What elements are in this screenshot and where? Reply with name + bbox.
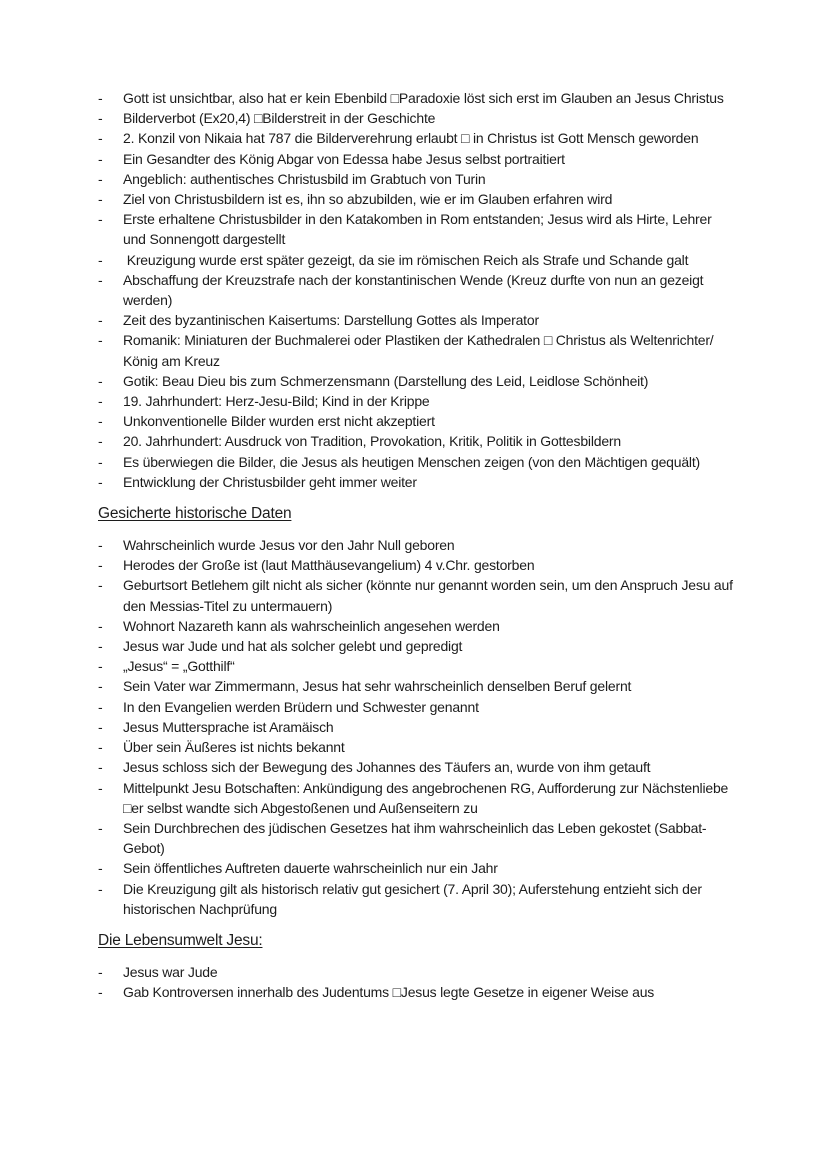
list-item: [98, 737, 735, 757]
list-item: [98, 575, 735, 615]
list-item-text: 2. Konzil von Nikaia hat 787 die Bilderverehrung erlaubt □ in Christus ist Gott Mensch geworden: [123, 130, 699, 147]
list-item-text: Zeit des byzantinischen Kaisertums: Darstellung Gottes als Imperator: [123, 312, 539, 329]
list-item: [98, 555, 735, 575]
list-item-text: Geburtsort Betlehem gilt nicht als sicher (könnte nur genannt worden sein, um den Anspruch Jesu auf den Messias-Titel zu untermauern): [123, 577, 737, 614]
list-item: [98, 636, 735, 656]
list-item-text: Wahrscheinlich wurde Jesus vor den Jahr Null geboren: [123, 537, 455, 554]
list-item: [98, 310, 735, 330]
list-item: [98, 128, 735, 148]
bullet-dash: -: [98, 393, 103, 410]
list-item: [98, 88, 735, 108]
bullet-dash: -: [98, 271, 103, 288]
list-item: [98, 209, 735, 249]
list-item-text: Entwicklung der Christusbilder geht immer weiter: [123, 473, 417, 490]
list-item-text: Kreuzigung wurde erst später gezeigt, da sie im römischen Reich als Strafe und Schande galt: [123, 251, 689, 268]
list-item: [98, 676, 735, 696]
list-item: [98, 270, 735, 310]
list-item: [98, 169, 735, 189]
bullet-dash: -: [98, 638, 103, 655]
list-item: [98, 431, 735, 451]
list-item: [98, 962, 735, 982]
lebensumwelt-list: [98, 962, 735, 1002]
list-item-text: Gotik: Beau Dieu bis zum Schmerzensmann (Darstellung des Leid, Leidlose Schönheit): [123, 372, 649, 389]
list-item-text: Jesus schloss sich der Bewegung des Johannes des Täufers an, wurde von ihm getauft: [123, 759, 651, 776]
list-item-text: Jesus war Jude und hat als solcher gelebt und gepredigt: [123, 638, 463, 655]
list-item-text: Wohnort Nazareth kann als wahrscheinlich angesehen werden: [123, 617, 500, 634]
list-item-text: Es überwiegen die Bilder, die Jesus als heutigen Menschen zeigen (von den Mächtigen gequält): [123, 453, 700, 470]
list-item: [98, 879, 735, 919]
bullet-dash: -: [98, 211, 103, 228]
bullet-dash: -: [98, 130, 103, 147]
list-item-text: Über sein Äußeres ist nichts bekannt: [123, 739, 345, 756]
bullet-dash: -: [98, 110, 103, 127]
bullet-dash: -: [98, 413, 103, 430]
heading-gesicherte-historische-daten: Gesicherte historische Daten: [98, 505, 292, 523]
bullet-dash: -: [98, 433, 103, 450]
list-item: [98, 149, 735, 169]
heading-die-lebensumwelt-jesu: Die Lebensumwelt Jesu:: [98, 931, 263, 949]
bullet-dash: -: [98, 860, 103, 877]
list-item: [98, 189, 735, 209]
list-item-text: Herodes der Große ist (laut Matthäusevangelium) 4 v.Chr. gestorben: [123, 557, 535, 574]
list-item: [98, 778, 735, 818]
list-item-text: 20. Jahrhundert: Ausdruck von Tradition, Provokation, Kritik, Politik in Gottesbildern: [123, 433, 621, 450]
bullet-dash: -: [98, 819, 103, 836]
bullet-dash: -: [98, 332, 103, 349]
bullet-dash: -: [98, 473, 103, 490]
historische-daten-list: [98, 535, 735, 919]
bullet-dash: -: [98, 90, 103, 106]
list-item: [98, 717, 735, 737]
bullet-dash: -: [98, 191, 103, 208]
list-item-text: Erste erhaltene Christusbilder in den Katakomben in Rom entstanden; Jesus wird als Hirte, Lehrer und Sonnengott dargestellt: [123, 211, 716, 248]
christusbilder-list: [98, 88, 735, 492]
list-item: [98, 858, 735, 878]
list-item-text: In den Evangelien werden Brüdern und Schwester genannt: [123, 698, 479, 715]
list-item: [98, 371, 735, 391]
list-item-text: Sein Durchbrechen des jüdischen Gesetzes hat ihm wahrscheinlich das Leben gekostet (Sabbat-Gebot): [123, 819, 707, 857]
bullet-dash: -: [98, 453, 103, 470]
list-item: [98, 452, 735, 472]
list-item-text: Gott ist unsichtbar, also hat er kein Ebenbild □Paradoxie löst sich erst im Glauben an Jesus Christus: [123, 90, 724, 106]
list-item: [98, 697, 735, 717]
list-item: [98, 108, 735, 128]
list-item: [98, 656, 735, 676]
bullet-dash: -: [98, 779, 103, 796]
bullet-dash: -: [98, 678, 103, 695]
bullet-dash: -: [98, 698, 103, 715]
list-item-text: „Jesus“ = „Gotthilf“: [123, 658, 235, 675]
list-item: [98, 250, 735, 270]
bullet-dash: -: [98, 577, 103, 594]
bullet-dash: -: [98, 718, 103, 735]
list-item-text: Mittelpunkt Jesu Botschaften: Ankündigung des angebrochenen RG, Aufforderung zur Nächstenliebe □er selbst wandte sich Abgestoßenen und Außenseitern zu: [123, 779, 732, 816]
list-item-text: Unkonventionelle Bilder wurden erst nicht akzeptiert: [123, 413, 435, 430]
list-item: [98, 330, 735, 370]
list-item-text: Sein öffentliches Auftreten dauerte wahrscheinlich nur ein Jahr: [123, 860, 498, 877]
bullet-dash: -: [98, 372, 103, 389]
list-item: [98, 757, 735, 777]
bullet-dash: -: [98, 537, 103, 554]
list-item-text: Ein Gesandter des König Abgar von Edessa habe Jesus selbst portraitiert: [123, 150, 565, 167]
bullet-dash: -: [98, 658, 103, 675]
list-item: [98, 616, 735, 636]
list-item: [98, 411, 735, 431]
bullet-dash: -: [98, 984, 103, 1001]
list-item-text: Abschaffung der Kreuzstrafe nach der konstantinischen Wende (Kreuz durfte von nun an gezeigt werden): [123, 271, 708, 309]
list-item-text: Romanik: Miniaturen der Buchmalerei oder Plastiken der Kathedralen □ Christus als Weltenrichter/ König am Kreuz: [123, 332, 718, 369]
list-item: [98, 535, 735, 555]
list-item-text: Ziel von Christusbildern ist es, ihn so abzubilden, wie er im Glauben erfahren wird: [123, 191, 613, 208]
bullet-dash: -: [98, 557, 103, 574]
bullet-dash: -: [98, 170, 103, 187]
bullet-dash: -: [98, 617, 103, 634]
list-item-text: Bilderverbot (Ex20,4) □Bilderstreit in der Geschichte: [123, 110, 436, 127]
document-content: [98, 88, 735, 1002]
bullet-dash: -: [98, 739, 103, 756]
list-item-text: 19. Jahrhundert: Herz-Jesu-Bild; Kind in der Krippe: [123, 393, 430, 410]
list-item-text: Jesus Muttersprache ist Aramäisch: [123, 718, 334, 735]
bullet-dash: -: [98, 150, 103, 167]
list-item: [98, 982, 735, 1002]
bullet-dash: -: [98, 312, 103, 329]
bullet-dash: -: [98, 251, 103, 268]
list-item-text: Die Kreuzigung gilt als historisch relativ gut gesichert (7. April 30); Auferstehung entzieht sich der historischen Nachprüfung: [123, 880, 706, 917]
bullet-dash: -: [98, 880, 103, 897]
list-item: [98, 391, 735, 411]
list-item: [98, 472, 735, 492]
list-item: [98, 818, 735, 858]
bullet-dash: -: [98, 963, 103, 980]
list-item-text: Angeblich: authentisches Christusbild im Grabtuch von Turin: [123, 170, 486, 187]
list-item-text: Sein Vater war Zimmermann, Jesus hat sehr wahrscheinlich denselben Beruf gelernt: [123, 678, 632, 695]
bullet-dash: -: [98, 759, 103, 776]
list-item-text: Jesus war Jude: [123, 963, 218, 980]
list-item-text: Gab Kontroversen innerhalb des Judentums □Jesus legte Gesetze in eigener Weise aus: [123, 984, 655, 1001]
